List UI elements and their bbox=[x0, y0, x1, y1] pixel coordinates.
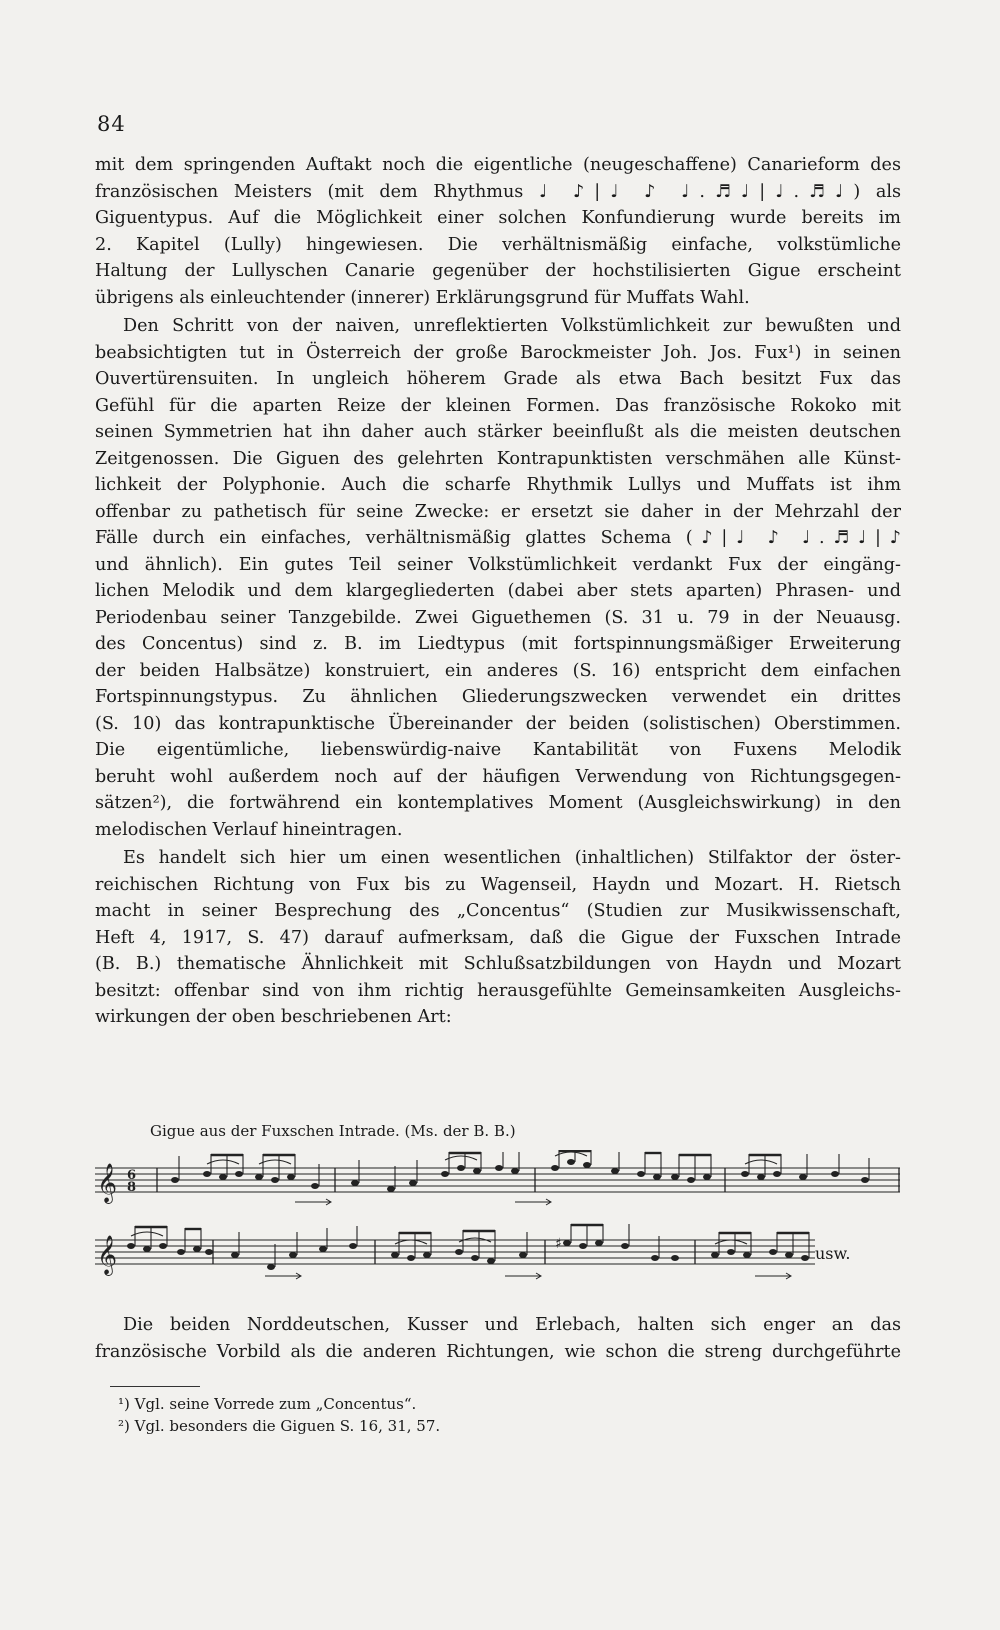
text-line: seinen Symmetrien hat ihn daher auch stärker beeinflußt als die meisten deutschen bbox=[95, 422, 901, 442]
text-line: Die eigentümliche, liebenswürdig-naive Kantabilität von Fuxens Melodik bbox=[95, 740, 901, 760]
text-line: Die beiden Norddeutschen, Kusser und Erlebach, halten sich enger an das bbox=[123, 1315, 901, 1335]
closing-text bbox=[95, 1312, 901, 1365]
paragraph-3 bbox=[95, 845, 901, 1031]
svg-text:6: 6 bbox=[127, 1168, 137, 1183]
text-line: 2. Kapitel (Lully) hingewiesen. Die verhältnismäßig einfache, volkstümliche bbox=[95, 234, 901, 255]
body-text bbox=[95, 152, 901, 1031]
text-line: lichkeit der Polyphonie. Auch die scharfe Rhythmik Lullys und Muffats ist ihm bbox=[95, 475, 901, 495]
text-line: sätzen²), die fortwährend ein kontemplatives Moment (Ausgleichswirkung) in den bbox=[95, 793, 901, 813]
text-line: (S. 10) das kontrapunktische Übereinander der beiden (solistischen) Oberstimmen. bbox=[95, 713, 901, 734]
music-notation-1 bbox=[95, 1150, 900, 1210]
text-line: Fälle durch ein einfaches, verhältnismäßig glattes Schema (♪|♩ ♪ ♩.♬♩|♪ bbox=[95, 528, 901, 548]
music-example-caption: Gigue aus der Fuxschen Intrade. (Ms. der B. B.) bbox=[150, 1122, 516, 1140]
music-notation-2 bbox=[95, 1222, 815, 1282]
text-line: wirkungen der oben beschriebenen Art: bbox=[95, 1007, 452, 1027]
music-staff-2 bbox=[95, 1222, 900, 1282]
paragraph-1 bbox=[95, 152, 901, 311]
music-staff-1 bbox=[95, 1150, 900, 1210]
paragraph-2 bbox=[95, 313, 901, 843]
page-number: 84 bbox=[97, 112, 126, 136]
text-line: reichischen Richtung von Fux bis zu Wagenseil, Haydn und Mozart. H. Rietsch bbox=[95, 874, 901, 895]
text-line: (B. B.) thematische Ähnlichkeit mit Schlußsatzbildungen von Haydn und Mozart bbox=[95, 954, 901, 974]
footnotes bbox=[118, 1393, 818, 1437]
text-line: besitzt: offenbar sind von ihm richtig herausgefühlte Gemeinsamkeiten Ausgleichs- bbox=[95, 980, 901, 1001]
svg-text:𝄞: 𝄞 bbox=[97, 1235, 118, 1275]
text-line: französischen Meisters (mit dem Rhythmus ♩ ♪|♩ ♪ ♩.♬♩|♩.♬♩) als bbox=[95, 181, 901, 202]
text-line: Haltung der Lullyschen Canarie gegenüber der hochstilisierten Gigue erscheint bbox=[95, 261, 901, 281]
text-line: Giguentypus. Auf die Möglichkeit einer solchen Konfundierung wurde bereits im bbox=[95, 208, 901, 228]
text-line: melodischen Verlauf hineintragen. bbox=[95, 819, 403, 840]
music-end-label: usw. bbox=[815, 1244, 851, 1263]
text-line: mit dem springenden Auftakt noch die eigentliche (neugeschaffene) Canarieform des bbox=[95, 155, 901, 175]
text-line: der beiden Halbsätze) konstruiert, ein anderes (S. 16) entspricht dem einfachen bbox=[95, 660, 901, 681]
text-line: Heft 4, 1917, S. 47) darauf aufmerksam, daß die Gigue der Fuxschen Intrade bbox=[95, 927, 901, 948]
text-line: und ähnlich). Ein gutes Teil seiner Volkstümlichkeit verdankt Fux der eingäng- bbox=[95, 554, 901, 575]
text-line: beabsichtigten tut in Österreich der große Barockmeister Joh. Jos. Fux¹) in seinen bbox=[95, 342, 901, 363]
text-line: Den Schritt von der naiven, unreflektierten Volkstümlichkeit zur bewußten und bbox=[123, 316, 901, 336]
text-line: offenbar zu pathetisch für seine Zwecke: er ersetzt sie daher in der Mehrzahl der bbox=[95, 501, 901, 522]
text-line: Gefühl für die aparten Reize der kleinen Formen. Das französische Rokoko mit bbox=[95, 395, 901, 416]
footnote-1: ¹) Vgl. seine Vorrede zum „Concentus“. bbox=[118, 1395, 417, 1413]
svg-text:𝄞: 𝄞 bbox=[97, 1163, 118, 1203]
svg-text:8: 8 bbox=[127, 1180, 137, 1195]
text-line: Ouvertürensuiten. In ungleich höherem Grade als etwa Bach besitzt Fux das bbox=[95, 369, 901, 389]
text-line: übrigens als einleuchtender (innerer) Erklärungsgrund für Muffats Wahl. bbox=[95, 287, 750, 308]
text-line: beruht wohl außerdem noch auf der häufigen Verwendung von Richtungsgegen- bbox=[95, 766, 901, 787]
text-line: Zeitgenossen. Die Giguen des gelehrten Kontrapunktisten verschmähen alle Künst- bbox=[95, 448, 901, 469]
text-line: Periodenbau seiner Tanzgebilde. Zwei Giguethemen (S. 31 u. 79 in der Neuausg. bbox=[95, 607, 901, 628]
svg-text:♯: ♯ bbox=[555, 1236, 562, 1252]
text-line: französische Vorbild als die anderen Richtungen, wie schon die streng durchgeführte bbox=[95, 1341, 901, 1362]
text-line: macht in seiner Besprechung des „Concentus“ (Studien zur Musikwissenschaft, bbox=[95, 901, 901, 921]
text-line: des Concentus) sind z. B. im Liedtypus (mit fortspinnungsmäßiger Erweiterung bbox=[95, 634, 901, 654]
footnote-2: ²) Vgl. besonders die Giguen S. 16, 31, 57. bbox=[118, 1417, 441, 1435]
footnote-divider bbox=[110, 1386, 200, 1387]
text-line: Es handelt sich hier um einen wesentlichen (inhaltlichen) Stilfaktor der öster- bbox=[123, 848, 901, 868]
text-line: lichen Melodik und dem klargegliederten (dabei aber stets aparten) Phrasen- und bbox=[95, 581, 901, 601]
text-line: Fortspinnungstypus. Zu ähnlichen Gliederungszwecken verwendet ein drittes bbox=[95, 687, 901, 707]
